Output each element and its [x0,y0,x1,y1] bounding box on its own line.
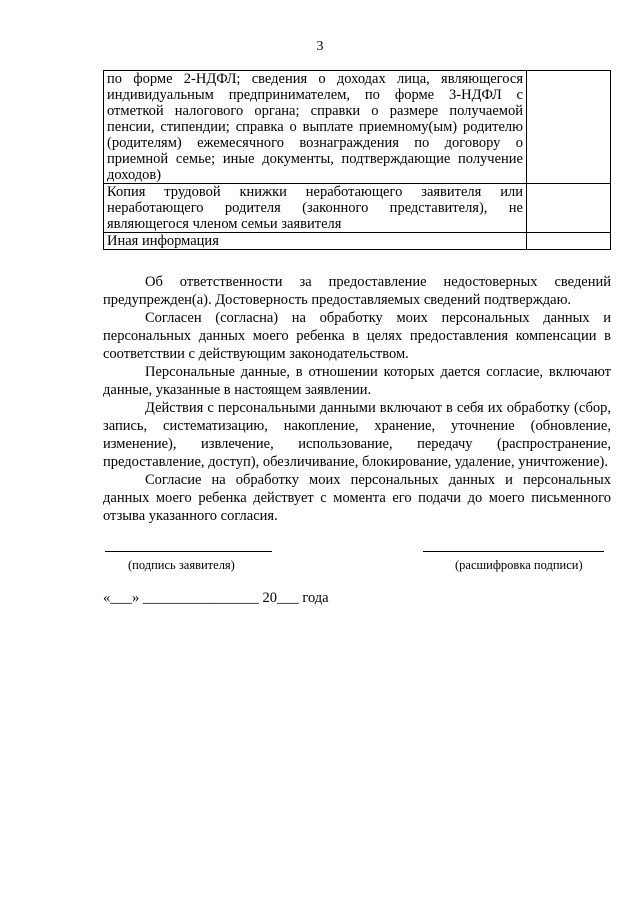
consent-text [103,273,611,525]
paragraph-consent: Согласен (согласна) на обработку моих персональных данных и персональных данных моего ребенка в целях предоставления компенсации в соответствии с действующим законодательством. [103,310,611,362]
table-cell-document: Копия трудовой книжки неработающего заявителя или неработающего родителя (законного представителя), не являющегося членом семьи заявителя [104,184,527,233]
table-cell-mark [527,233,611,250]
signature-line [105,551,272,552]
table-cell-mark [527,71,611,184]
table-row [104,71,611,184]
signature-caption: (подпись заявителя) [128,558,235,572]
table-row [104,233,611,250]
signature-decoding-caption: (расшифровка подписи) [455,558,583,572]
date-line: «___» ________________ 20___ года [103,590,329,606]
table-cell-mark [527,184,611,233]
signature-decoding-line [423,551,604,552]
table-cell-document: по форме 2-НДФЛ; сведения о доходах лица, являющегося индивидуальным предпринимателем, по форме 3-НДФЛ с отметкой налогового органа; справки о размере получаемой пенсии, стипендии; справка о выплате приемному(ым) родителю (родителям) ежемесячного вознаграждения по договору о приемной семье; иные документы, подтверждающие получение доходов) [104,71,527,184]
paragraph-personal-data: Персональные данные, в отношении которых дается согласие, включают данные, указанные в настоящем заявлении. [103,364,611,398]
page-number: 3 [316,39,324,54]
paragraph-actions: Действия с персональными данными включают в себя их обработку (сбор, запись, систематизацию, накопление, хранение, уточнение (обновление, изменение), извлечение, использование, передачу (распространение, предоставление, доступ), обезличивание, блокирование, удаление, уничтожение). [103,400,611,470]
table-cell-document: Иная информация [104,233,527,250]
paragraph-responsibility: Об ответственности за предоставление недостоверных сведений предупрежден(а). Достоверность предоставляемых сведений подтверждаю. [103,274,611,308]
table-row [104,184,611,233]
paragraph-validity: Согласие на обработку моих персональных данных и персональных данных моего ребенка действует с момента его подачи до моего письменного отзыва указанного согласия. [103,472,611,524]
documents-table [103,70,611,250]
